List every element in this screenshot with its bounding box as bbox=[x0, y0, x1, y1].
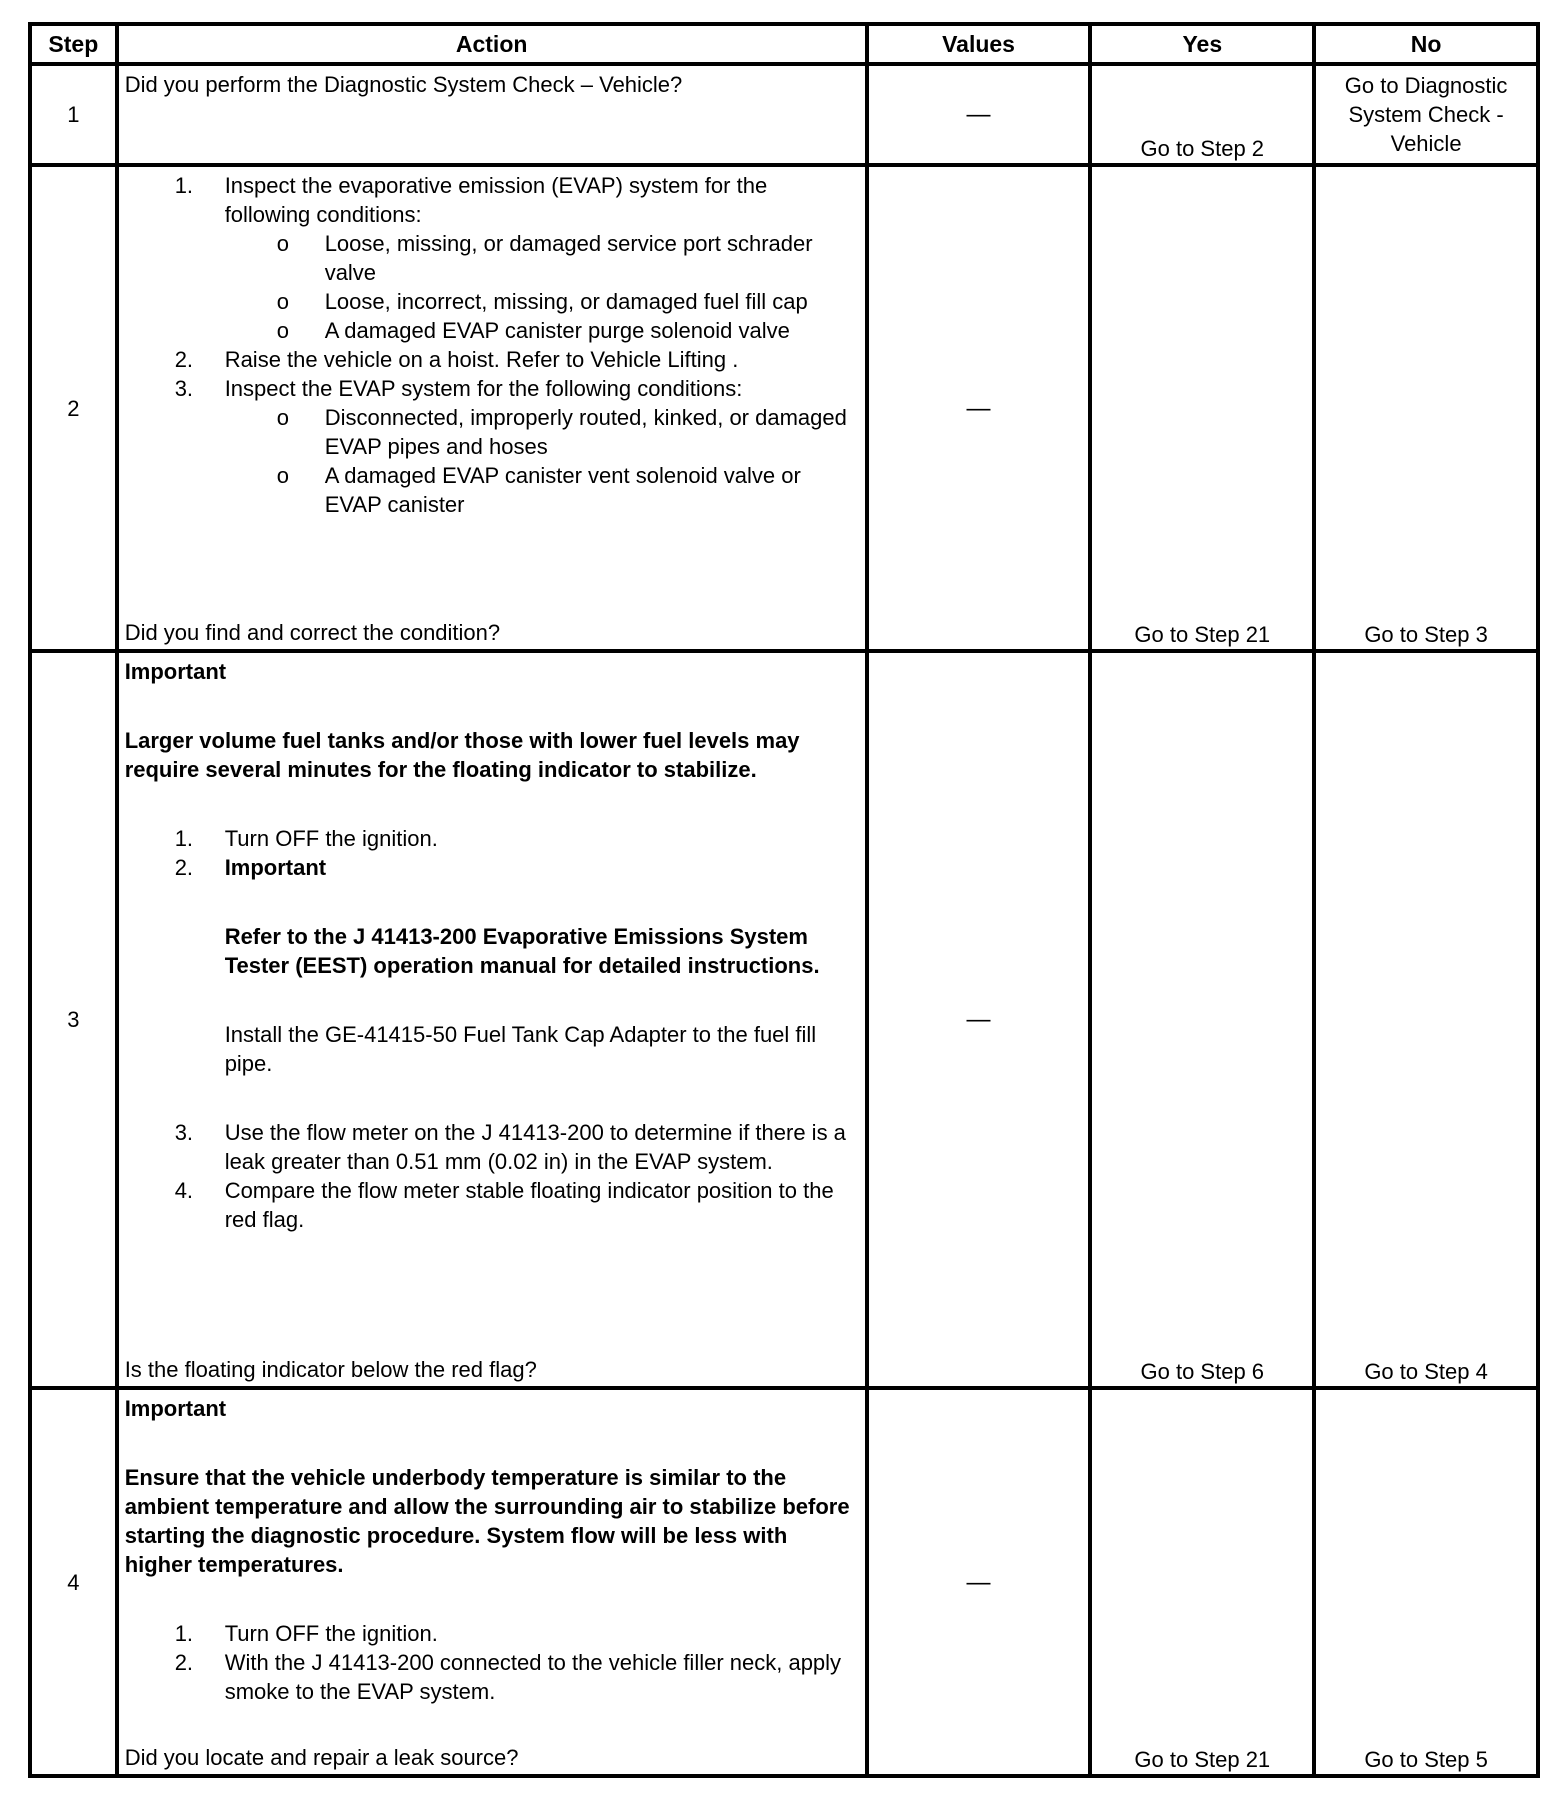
step-number: 4 bbox=[30, 1388, 117, 1776]
value-cell: — bbox=[867, 651, 1091, 1388]
question-text: Did you find and correct the condition? bbox=[124, 620, 501, 645]
header-step: Step bbox=[30, 24, 117, 64]
bullet-item bbox=[225, 287, 857, 316]
list-item bbox=[125, 1619, 857, 1648]
question-text: Is the floating indicator below the red flag? bbox=[124, 1357, 537, 1382]
no-cell bbox=[1314, 64, 1538, 165]
yes-cell: Go to Step 6 bbox=[1090, 651, 1314, 1388]
diagnostic-table bbox=[28, 22, 1540, 1778]
item-text: Use the flow meter on the J 41413-200 to determine if there is a leak greater than 0.51 mm (0.02 in) in the EVAP system. bbox=[224, 1120, 846, 1174]
header-values: Values bbox=[867, 24, 1091, 64]
header-row bbox=[30, 24, 1538, 64]
value-cell: — bbox=[867, 1388, 1091, 1776]
table-row bbox=[30, 64, 1538, 165]
header-yes: Yes bbox=[1090, 24, 1314, 64]
no-cell: Go to Step 3 bbox=[1314, 165, 1538, 651]
table-row bbox=[30, 165, 1538, 651]
item-number: 1. bbox=[174, 173, 194, 198]
bullet-icon: o bbox=[276, 405, 289, 430]
bullet-icon: o bbox=[276, 289, 289, 314]
value-cell: — bbox=[867, 165, 1091, 651]
question-text: Did you locate and repair a leak source? bbox=[124, 1745, 519, 1770]
item-text: With the J 41413-200 connected to the vehicle filler neck, apply smoke to the EVAP system. bbox=[224, 1650, 842, 1704]
bullet-icon: o bbox=[276, 318, 289, 343]
item-number: 3. bbox=[174, 376, 194, 401]
item-text: Install the GE-41415-50 Fuel Tank Cap Adapter to the fuel fill pipe. bbox=[224, 1022, 817, 1076]
important-title: Important bbox=[224, 855, 327, 880]
important-title: Important bbox=[124, 659, 227, 684]
item-number: 4. bbox=[174, 1178, 194, 1203]
important-text: Larger volume fuel tanks and/or those with lower fuel levels may require several minutes for the floating indicator to stabilize. bbox=[124, 728, 800, 782]
bullet-item bbox=[225, 229, 857, 287]
item-number: 1. bbox=[174, 826, 194, 851]
no-line: Vehicle bbox=[1390, 131, 1462, 156]
item-text: Turn OFF the ignition. bbox=[224, 1621, 438, 1646]
item-number: 2. bbox=[174, 1650, 194, 1675]
no-cell: Go to Step 5 bbox=[1314, 1388, 1538, 1776]
item-text: Inspect the evaporative emission (EVAP) system for the following conditions: bbox=[224, 173, 768, 227]
action-cell bbox=[117, 165, 867, 651]
header-action: Action bbox=[117, 24, 867, 64]
bullet-text: Loose, incorrect, missing, or damaged fuel fill cap bbox=[324, 289, 808, 314]
item-number: 1. bbox=[174, 1621, 194, 1646]
bullet-icon: o bbox=[276, 231, 289, 256]
item-number: 2. bbox=[174, 347, 194, 372]
important-title: Important bbox=[124, 1396, 227, 1421]
list-item bbox=[125, 1648, 857, 1706]
list-item bbox=[125, 345, 857, 374]
step-number: 1 bbox=[30, 64, 117, 165]
bullet-text: A damaged EVAP canister purge solenoid valve bbox=[324, 318, 790, 343]
list-item bbox=[125, 171, 857, 345]
bullet-item bbox=[225, 316, 857, 345]
yes-cell: Go to Step 21 bbox=[1090, 1388, 1314, 1776]
yes-cell: Go to Step 2 bbox=[1090, 64, 1314, 165]
yes-cell: Go to Step 21 bbox=[1090, 165, 1314, 651]
important-text: Ensure that the vehicle underbody temperature is similar to the ambient temperature and allow the surrounding air to stabilize before starting the diagnostic procedure. System flow will be less with higher temperatures. bbox=[124, 1465, 850, 1577]
item-text: Raise the vehicle on a hoist. Refer to Vehicle Lifting . bbox=[224, 347, 739, 372]
bullet-item bbox=[225, 403, 857, 461]
bullet-icon: o bbox=[276, 463, 289, 488]
list-item bbox=[125, 374, 857, 519]
list-item bbox=[125, 853, 857, 1118]
value-cell: — bbox=[867, 64, 1091, 165]
list-item bbox=[125, 824, 857, 853]
question-text: Did you perform the Diagnostic System Check – Vehicle? bbox=[124, 72, 683, 97]
step-number: 2 bbox=[30, 165, 117, 651]
table-row bbox=[30, 1388, 1538, 1776]
bullet-text: A damaged EVAP canister vent solenoid valve or EVAP canister bbox=[324, 463, 801, 517]
list-item bbox=[125, 1176, 857, 1234]
item-number: 3. bbox=[174, 1120, 194, 1145]
bullet-text: Loose, missing, or damaged service port schrader valve bbox=[324, 231, 813, 285]
header-no: No bbox=[1314, 24, 1538, 64]
step-number: 3 bbox=[30, 651, 117, 1388]
bullet-item bbox=[225, 461, 857, 519]
item-number: 2. bbox=[174, 855, 194, 880]
action-cell bbox=[117, 651, 867, 1388]
list-item bbox=[125, 1118, 857, 1176]
no-line: System Check - bbox=[1348, 102, 1504, 127]
important-text: Refer to the J 41413-200 Evaporative Emissions System Tester (EEST) operation manual for detailed instructions. bbox=[224, 924, 820, 978]
action-cell bbox=[117, 1388, 867, 1776]
action-cell bbox=[117, 64, 867, 165]
no-line: Go to Diagnostic bbox=[1344, 73, 1508, 98]
table-row bbox=[30, 651, 1538, 1388]
bullet-text: Disconnected, improperly routed, kinked, or damaged EVAP pipes and hoses bbox=[324, 405, 847, 459]
item-text: Turn OFF the ignition. bbox=[224, 826, 438, 851]
item-text: Inspect the EVAP system for the following conditions: bbox=[224, 376, 743, 401]
no-cell: Go to Step 4 bbox=[1314, 651, 1538, 1388]
item-text: Compare the flow meter stable floating indicator position to the red flag. bbox=[224, 1178, 834, 1232]
